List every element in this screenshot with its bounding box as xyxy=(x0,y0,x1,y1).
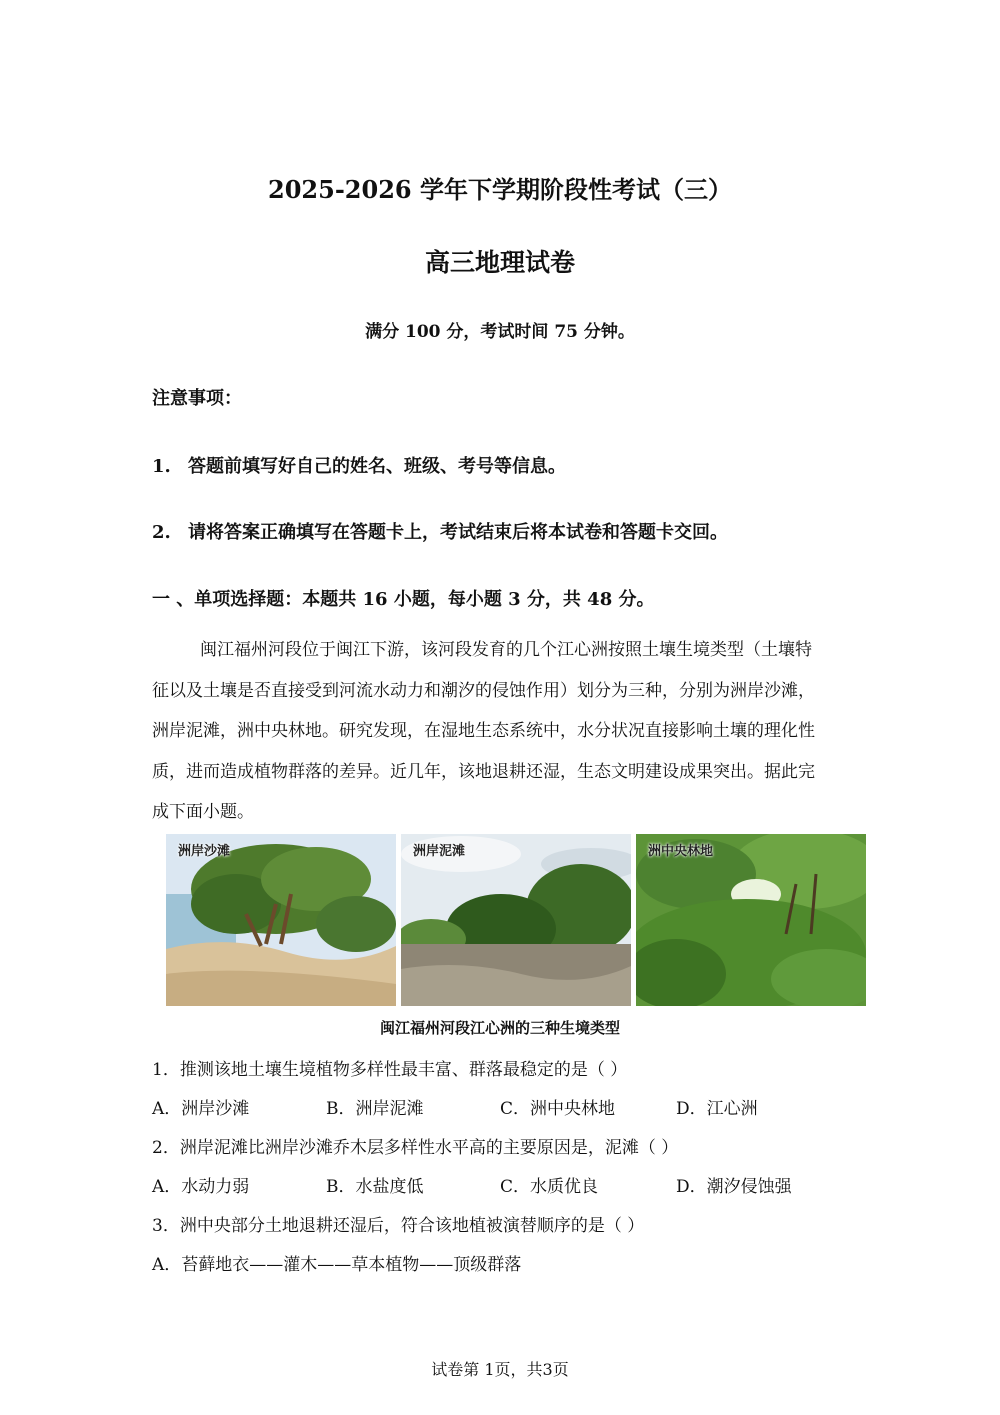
option-a: A．水动力弱 xyxy=(152,1177,250,1197)
option-d: D．江心洲 xyxy=(676,1099,758,1119)
photo-label: 洲岸泥滩 xyxy=(413,844,466,859)
section-heading: 一 、单项选择题：本题共 16 小题，每小题 3 分，共 48 分。 xyxy=(152,589,655,610)
note-number: 2. xyxy=(152,522,171,543)
note-item xyxy=(152,452,566,478)
question-stem: 1．推测该地土壤生境植物多样性最丰富、群落最稳定的是（ ） xyxy=(152,1060,628,1080)
sand-beach-photo xyxy=(166,834,396,1006)
figure-caption: 闽江福州河段江心洲的三种生境类型 xyxy=(379,1019,620,1037)
habitat-photos xyxy=(166,834,866,1006)
exam-title: 2025-2026 学年下学期阶段性考试（三） xyxy=(268,175,732,204)
page-footer: 试卷第 1页，共3页 xyxy=(431,1360,569,1379)
passage-line: 征以及土壤是否直接受到河流水动力和潮汐的侵蚀作用）划分为三种，分别为洲岸沙滩， xyxy=(152,680,815,701)
note-text: 答题前填写好自己的姓名、班级、考号等信息。 xyxy=(188,456,566,477)
notes-heading: 注意事项： xyxy=(152,388,242,409)
passage-line: 洲岸泥滩，洲中央林地。研究发现，在湿地生态系统中，水分状况直接影响土壤的理化性 xyxy=(152,721,815,741)
passage-line: 成下面小题。 xyxy=(152,802,254,822)
passage-line: 质，进而造成植物群落的差异。近几年，该地退耕还湿，生态文明建设成果突出。据此完 xyxy=(152,761,815,782)
option-b: B．水盐度低 xyxy=(326,1177,424,1197)
question-stem: 3．洲中央部分土地退耕还湿后，符合该地植被演替顺序的是（ ） xyxy=(152,1216,645,1236)
option-c: C．洲中央林地 xyxy=(500,1099,616,1119)
score-info: 满分 100 分，考试时间 75 分钟。 xyxy=(365,322,635,342)
reading-passage xyxy=(152,630,842,833)
option-a: A．洲岸沙滩 xyxy=(152,1099,250,1119)
note-item xyxy=(152,518,728,544)
option-d: D．潮汐侵蚀强 xyxy=(676,1177,792,1197)
option-c: C．水质优良 xyxy=(500,1177,599,1197)
option-a: A．苔藓地衣——灌木——草本植物——顶级群落 xyxy=(152,1255,522,1275)
woodland-photo xyxy=(636,834,866,1006)
note-number: 1. xyxy=(152,456,171,477)
passage-line: 闽江福州河段位于闽江下游，该河段发育的几个江心洲按照土壤生境类型（土壤特 xyxy=(200,640,812,660)
photo-label: 洲中央林地 xyxy=(648,844,714,859)
mud-flat-photo xyxy=(401,834,631,1006)
exam-subtitle: 高三地理试卷 xyxy=(424,248,575,277)
option-b: B．洲岸泥滩 xyxy=(326,1099,424,1119)
question-stem: 2．洲岸泥滩比洲岸沙滩乔木层多样性水平高的主要原因是，泥滩（ ） xyxy=(152,1138,679,1158)
note-text: 请将答案正确填写在答题卡上，考试结束后将本试卷和答题卡交回。 xyxy=(188,522,728,543)
photo-label: 洲岸沙滩 xyxy=(178,844,231,859)
